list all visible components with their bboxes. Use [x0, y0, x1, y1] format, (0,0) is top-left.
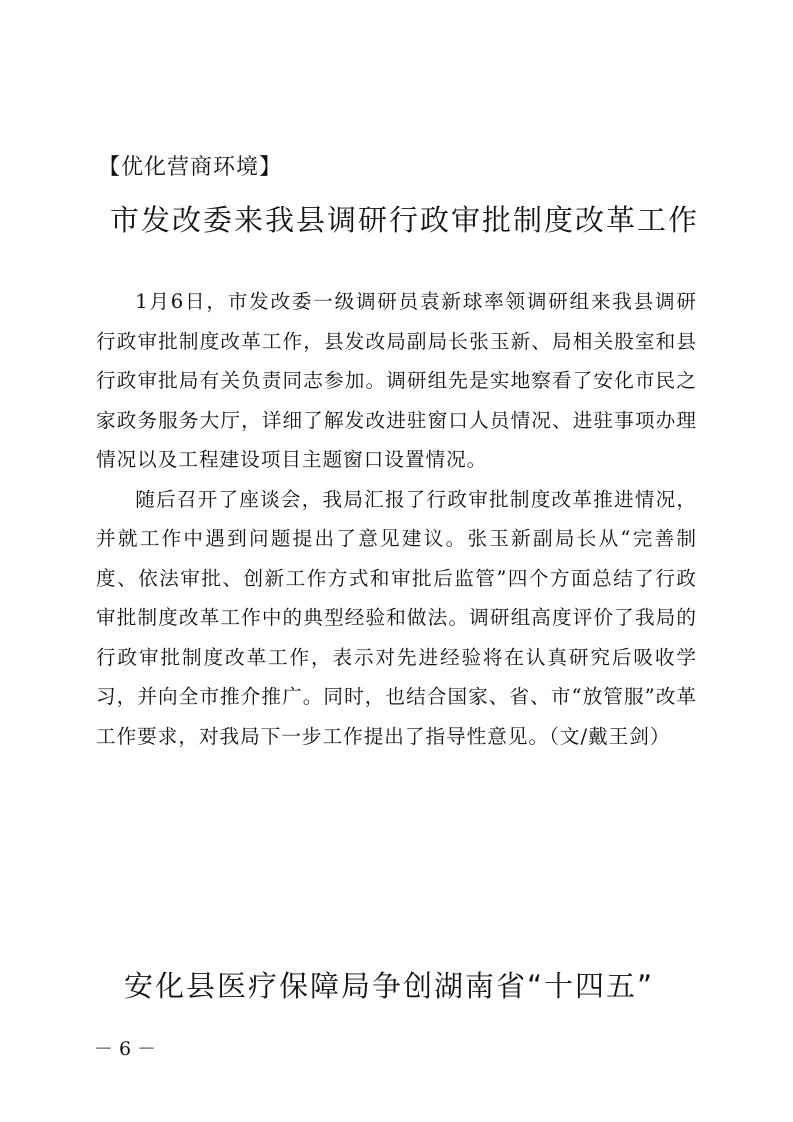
article-paragraph-1: 1月6日，市发改委一级调研员袁新球率领调研组来我县调研行政审批制度改革工作，县发改局副局长张玉新、局相关股室和县行政审批局有关负责同志参加。调研组先是实地察看了安化市民之家政务服务大厅，详细了解发改进驻窗口人员情况、进驻事项办理情况以及工程建设项目主题窗口设置情况。	[96, 290, 697, 471]
article-body	[96, 282, 697, 756]
next-article-title: 安化县医疗保障局争创湖南省“十四五”	[124, 969, 655, 1003]
section-tag: 【优化营商环境】	[98, 155, 283, 180]
page-number: － 6 －	[94, 1038, 157, 1060]
article-title: 市发改委来我县调研行政审批制度改革工作	[110, 203, 700, 237]
article-paragraph-2: 随后召开了座谈会，我局汇报了行政审批制度改革推进情况，并就工作中遇到问题提出了意见建议。张玉新副局长从“完善制度、依法审批、创新工作方式和审批后监管”四个方面总结了行政审批制度改革工作中的典型经验和做法。调研组高度评价了我局的行政审批制度改革工作，表示对先进经验将在认真研究后吸收学习，并向全市推介推广。同时，也结合国家、省、市“放管服”改革工作要求，对我局下一步工作提出了指导性意见。（文/戴王剑）	[96, 487, 697, 748]
